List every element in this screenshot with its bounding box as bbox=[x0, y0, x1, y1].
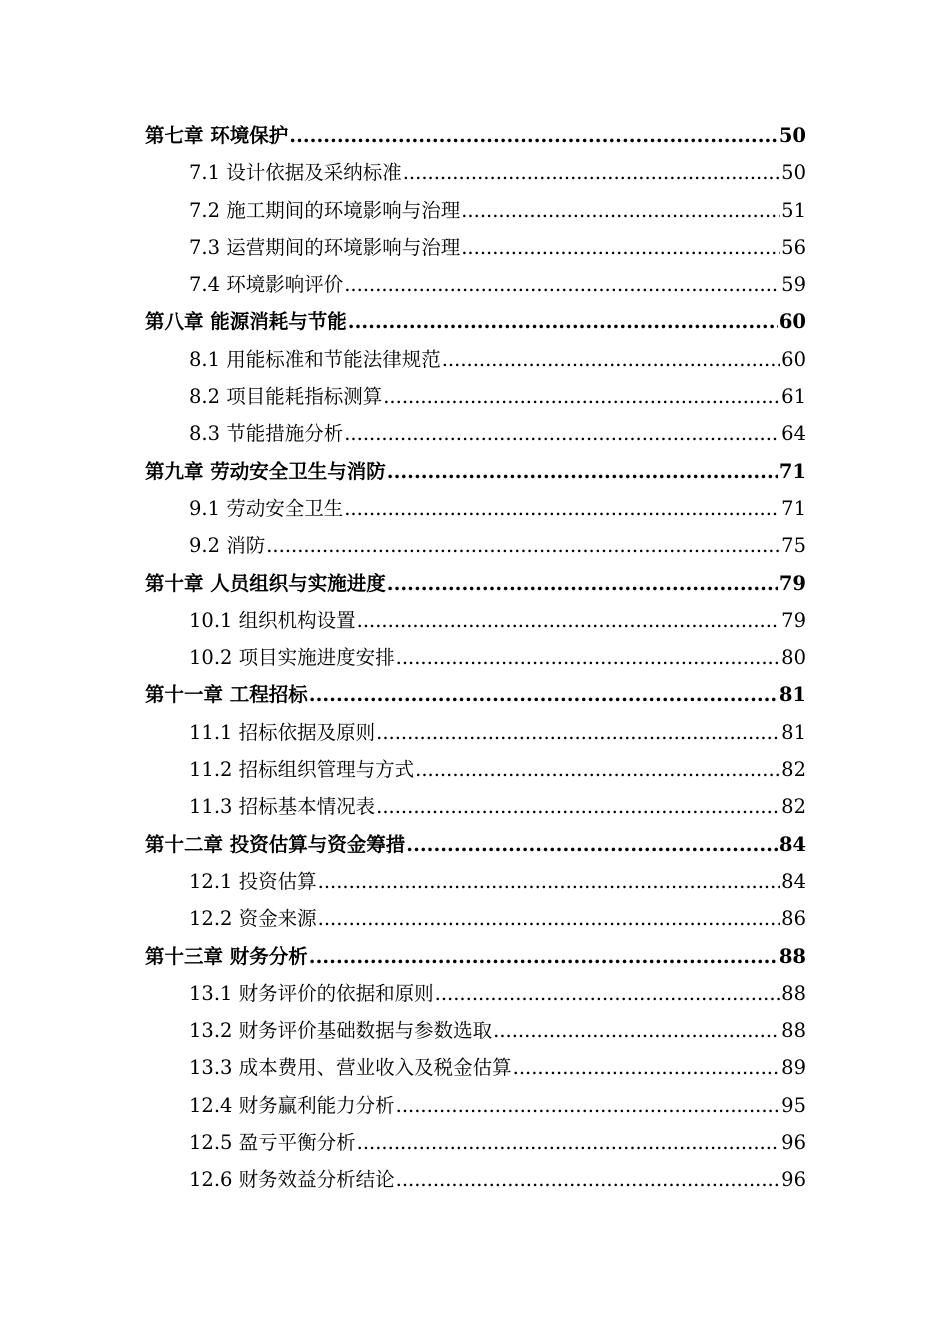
toc-page-number: 64 bbox=[781, 422, 806, 446]
toc-section-entry[interactable] bbox=[145, 490, 806, 527]
toc-chapter-entry[interactable] bbox=[145, 565, 806, 602]
toc-page-number: 79 bbox=[778, 571, 806, 595]
toc-dot-leader bbox=[513, 1049, 781, 1086]
toc-entry-title: 第十三章 财务分析 bbox=[145, 944, 308, 968]
toc-entry-title: 12.6 财务效益分析结论 bbox=[189, 1168, 395, 1192]
toc-page-number: 96 bbox=[781, 1131, 806, 1155]
toc-chapter-entry[interactable] bbox=[145, 117, 806, 154]
toc-page-number: 84 bbox=[781, 869, 806, 893]
toc-page-number: 84 bbox=[778, 832, 806, 856]
toc-entry-title: 11.1 招标依据及原则 bbox=[189, 720, 376, 744]
toc-dot-leader bbox=[396, 1161, 781, 1198]
toc-dot-leader bbox=[309, 676, 778, 713]
toc-dot-leader bbox=[376, 714, 780, 751]
toc-chapter-entry[interactable] bbox=[145, 938, 806, 975]
toc-page-number: 96 bbox=[781, 1168, 806, 1192]
toc-dot-leader bbox=[344, 490, 780, 527]
toc-page-number: 60 bbox=[778, 310, 806, 334]
toc-chapter-entry[interactable] bbox=[145, 453, 806, 490]
toc-entry-title: 7.1 设计依据及采纳标准 bbox=[189, 161, 402, 185]
toc-section-entry[interactable] bbox=[145, 1087, 806, 1124]
toc-entry-title: 第十一章 工程招标 bbox=[145, 683, 308, 707]
toc-dot-leader bbox=[406, 826, 778, 863]
toc-dot-leader bbox=[376, 788, 780, 825]
toc-entry-title: 8.1 用能标准和节能法律规范 bbox=[189, 347, 441, 371]
toc-page-number: 88 bbox=[781, 981, 806, 1005]
toc-dot-leader bbox=[442, 341, 780, 378]
toc-entry-title: 第七章 环境保护 bbox=[145, 124, 289, 147]
toc-section-entry[interactable] bbox=[145, 415, 806, 452]
toc-page-number: 59 bbox=[781, 273, 806, 297]
toc-dot-leader bbox=[396, 639, 781, 676]
toc-page-number: 81 bbox=[781, 720, 806, 744]
toc-section-entry[interactable] bbox=[145, 1049, 806, 1086]
toc-dot-leader bbox=[357, 1124, 781, 1161]
toc-dot-leader bbox=[344, 266, 780, 303]
toc-entry-title: 7.2 施工期间的环境影响与治理 bbox=[189, 198, 461, 222]
toc-entry-title: 7.3 运营期间的环境影响与治理 bbox=[189, 235, 461, 259]
toc-dot-leader bbox=[387, 453, 778, 490]
toc-dot-leader bbox=[309, 938, 778, 975]
toc-section-entry[interactable] bbox=[145, 1124, 806, 1161]
toc-dot-leader bbox=[415, 751, 780, 788]
toc-section-entry[interactable] bbox=[145, 900, 806, 937]
toc-entry-title: 13.3 成本费用、营业收入及税金估算 bbox=[189, 1056, 512, 1080]
toc-dot-leader bbox=[461, 229, 780, 266]
toc-entry-title: 8.2 项目能耗指标测算 bbox=[189, 385, 383, 409]
toc-dot-leader bbox=[266, 527, 780, 564]
toc-entry-title: 8.3 节能措施分析 bbox=[189, 422, 344, 446]
toc-section-entry[interactable] bbox=[145, 378, 806, 415]
toc-dot-leader bbox=[387, 565, 778, 602]
toc-page-number: 61 bbox=[781, 385, 806, 409]
toc-section-entry[interactable] bbox=[145, 192, 806, 229]
toc-section-entry[interactable] bbox=[145, 266, 806, 303]
toc-page-number: 89 bbox=[781, 1056, 806, 1080]
toc-page-number: 95 bbox=[781, 1093, 806, 1117]
toc-section-entry[interactable] bbox=[145, 527, 806, 564]
toc-entry-title: 12.4 财务赢利能力分析 bbox=[189, 1093, 395, 1117]
toc-dot-leader bbox=[357, 602, 781, 639]
toc-page-number: 56 bbox=[781, 235, 806, 259]
toc-page-number: 86 bbox=[781, 907, 806, 931]
toc-section-entry[interactable] bbox=[145, 1012, 806, 1049]
toc-page-number: 71 bbox=[781, 496, 806, 520]
toc-page-number: 71 bbox=[778, 459, 806, 483]
toc-entry-title: 11.3 招标基本情况表 bbox=[189, 795, 376, 819]
toc-entry-title: 13.1 财务评价的依据和原则 bbox=[189, 981, 434, 1005]
toc-dot-leader bbox=[493, 1012, 780, 1049]
toc-section-entry[interactable] bbox=[145, 602, 806, 639]
toc-dot-leader bbox=[461, 192, 780, 229]
toc-section-entry[interactable] bbox=[145, 229, 806, 266]
toc-dot-leader bbox=[344, 415, 780, 452]
toc-entry-title: 第十二章 投资估算与资金筹措 bbox=[145, 832, 406, 856]
table-of-contents bbox=[145, 117, 806, 1199]
toc-entry-title: 12.1 投资估算 bbox=[189, 869, 317, 893]
toc-page-number: 88 bbox=[781, 1019, 806, 1043]
toc-entry-title: 10.2 项目实施进度安排 bbox=[189, 646, 395, 670]
toc-dot-leader bbox=[348, 303, 778, 340]
toc-entry-title: 13.2 财务评价基础数据与参数选取 bbox=[189, 1019, 493, 1043]
toc-section-entry[interactable] bbox=[145, 154, 806, 191]
toc-page-number: 75 bbox=[781, 534, 806, 558]
toc-dot-leader bbox=[318, 900, 781, 937]
toc-chapter-entry[interactable] bbox=[145, 676, 806, 713]
toc-dot-leader bbox=[289, 117, 778, 154]
toc-section-entry[interactable] bbox=[145, 863, 806, 900]
toc-entry-title: 第九章 劳动安全卫生与消防 bbox=[145, 459, 386, 483]
toc-dot-leader bbox=[318, 863, 781, 900]
toc-entry-title: 12.2 资金来源 bbox=[189, 907, 317, 931]
toc-section-entry[interactable] bbox=[145, 341, 806, 378]
toc-entry-title: 7.4 环境影响评价 bbox=[189, 273, 344, 297]
toc-entry-title: 12.5 盈亏平衡分析 bbox=[189, 1131, 356, 1155]
toc-page-number: 51 bbox=[781, 198, 806, 222]
toc-entry-title: 11.2 招标组织管理与方式 bbox=[189, 758, 415, 782]
toc-page-number: 50 bbox=[781, 161, 806, 185]
toc-page-number: 50 bbox=[778, 124, 806, 147]
toc-section-entry[interactable] bbox=[145, 1161, 806, 1198]
toc-section-entry[interactable] bbox=[145, 639, 806, 676]
toc-section-entry[interactable] bbox=[145, 975, 806, 1012]
toc-chapter-entry[interactable] bbox=[145, 303, 806, 340]
toc-page-number: 79 bbox=[781, 608, 806, 632]
toc-entry-title: 9.1 劳动安全卫生 bbox=[189, 496, 344, 520]
toc-entry-title: 第八章 能源消耗与节能 bbox=[145, 310, 347, 334]
toc-page-number: 88 bbox=[778, 944, 806, 968]
toc-section-entry[interactable] bbox=[145, 714, 806, 751]
toc-dot-leader bbox=[396, 1087, 781, 1124]
toc-page-number: 82 bbox=[781, 758, 806, 782]
toc-page-number: 80 bbox=[781, 646, 806, 670]
toc-section-entry[interactable] bbox=[145, 788, 806, 825]
toc-section-entry[interactable] bbox=[145, 751, 806, 788]
toc-page-number: 60 bbox=[781, 347, 806, 371]
toc-page-number: 82 bbox=[781, 795, 806, 819]
toc-entry-title: 10.1 组织机构设置 bbox=[189, 608, 356, 632]
toc-dot-leader bbox=[403, 154, 780, 191]
toc-entry-title: 9.2 消防 bbox=[189, 534, 266, 558]
toc-chapter-entry[interactable] bbox=[145, 826, 806, 863]
toc-dot-leader bbox=[383, 378, 780, 415]
toc-entry-title: 第十章 人员组织与实施进度 bbox=[145, 571, 386, 595]
toc-page-number: 81 bbox=[778, 683, 806, 707]
toc-dot-leader bbox=[435, 975, 781, 1012]
